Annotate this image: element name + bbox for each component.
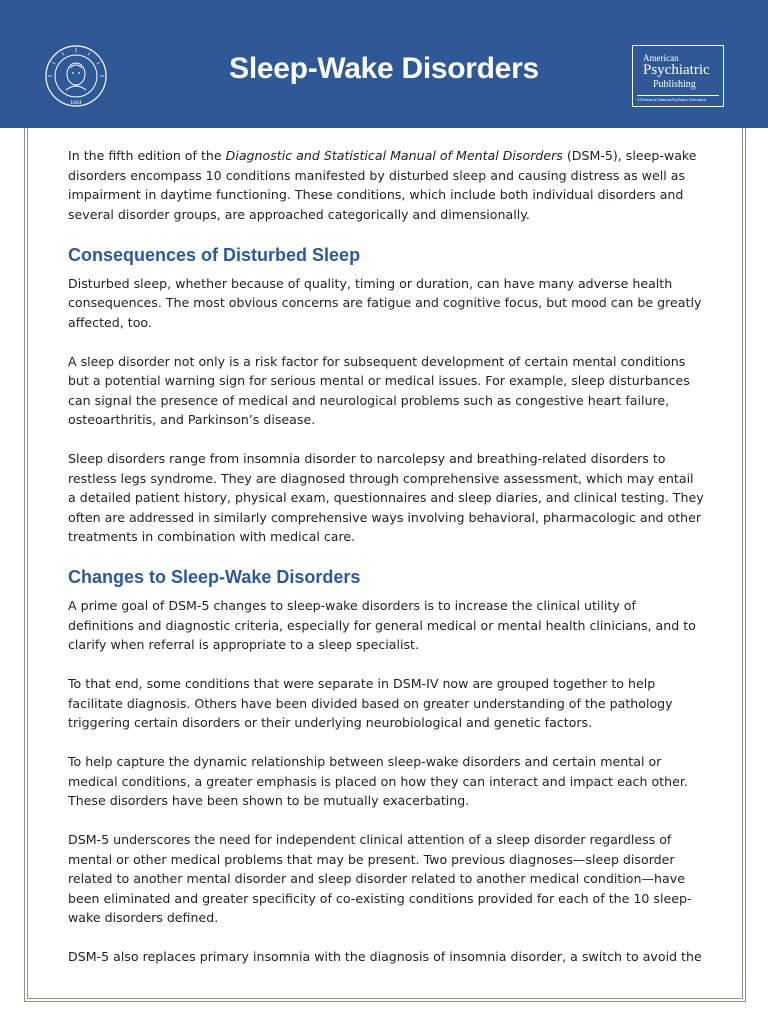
logo-line-american: American [643,53,679,63]
changes-paragraph-1: A prime goal of DSM-5 changes to sleep-wake disorders is to increase the clinical utility of definitions and diagnostic criteria, especially for general medical or mental health clinicians, and to clarify when referral is appropriate to a sleep specialist. [68,598,696,652]
section-heading-consequences: Consequences of Disturbed Sleep [68,244,361,265]
changes-paragraph-5: DSM-5 also replaces primary insomnia with the diagnosis of insomnia disorder, a switch to avoid the [68,949,702,964]
consequences-paragraph-1: Disturbed sleep, whether because of quality, timing or duration, can have many adverse health consequences. The most obvious concerns are fatigue and cognitive focus, but mood can be greatly affected, too. [68,275,702,330]
section-heading-changes: Changes to Sleep-Wake Disorders [68,567,361,587]
header-banner [0,0,768,128]
document-body [68,146,704,986]
page-title: Sleep-Wake Disorders [229,52,539,85]
logo-line-psychiatric: Psychiatric [643,62,710,78]
logo-divider [637,95,719,96]
manual-title: Diagnostic and Statistical Manual of Mental Disorders [225,148,563,163]
app-logo [632,45,724,107]
changes-paragraph-3: To help capture the dynamic relationship between sleep-wake disorders and certain mental or medical conditions, a greater emphasis is placed on how they can interact and impact each other. These disorders have been shown to be mutually exacerbating. [68,754,688,808]
logo-tagline: A Division of American Psychiatric Association [637,98,706,102]
changes-paragraph-4: DSM-5 underscores the need for independent clinical attention of a sleep disorder regardless of mental or other medical problems that may be present. Two previous diagnoses—sleep disorder related to another mental disorder and sleep disorder related to another medical condition—have been eliminated and greater specificity of co-existing conditions provided for each of the 10 sleep-wake disorders defined. [68,832,692,925]
consequences-paragraph-3: Sleep disorders range from insomnia disorder to narcolepsy and breathing-related disorders to restless legs syndrome. They are diagnosed through comprehensive assessment, which may entail a detailed patient history, physical exam, questionnaires and sleep diaries, and clinical testing. They often are addressed in similarly comprehensive ways involving behavioral, pharmacologic and other treatments in combination with medical care. [68,451,704,544]
logo-line-publishing: Publishing [653,79,696,90]
seal-year: 1844 [70,101,82,106]
consequences-paragraph-2: A sleep disorder not only is a risk factor for subsequent development of certain mental conditions but a potential warning sign for serious mental or medical issues. For example, sleep disturbances can signal the presence of medical and neurological problems such as congestive heart failure, osteoarthritis, and Parkinson’s disease. [68,353,690,427]
intro-paragraph: In the fifth edition of the Diagnostic and Statistical Manual of Mental Disorders (DSM-5), sleep-wake disorders encompass 10 conditions manifested by disturbed sleep and causing distress as well as impairment in daytime functioning. These conditions, which include both individual disorders and several disorder groups, are approached categorically and dimensionally. [68,148,697,222]
changes-paragraph-2: To that end, some conditions that were separate in DSM-IV now are grouped together to help facilitate diagnosis. Others have been divided based on greater understanding of the pathology triggering certain disorders or their underlying neurobiological and genetic factors. [68,676,673,730]
